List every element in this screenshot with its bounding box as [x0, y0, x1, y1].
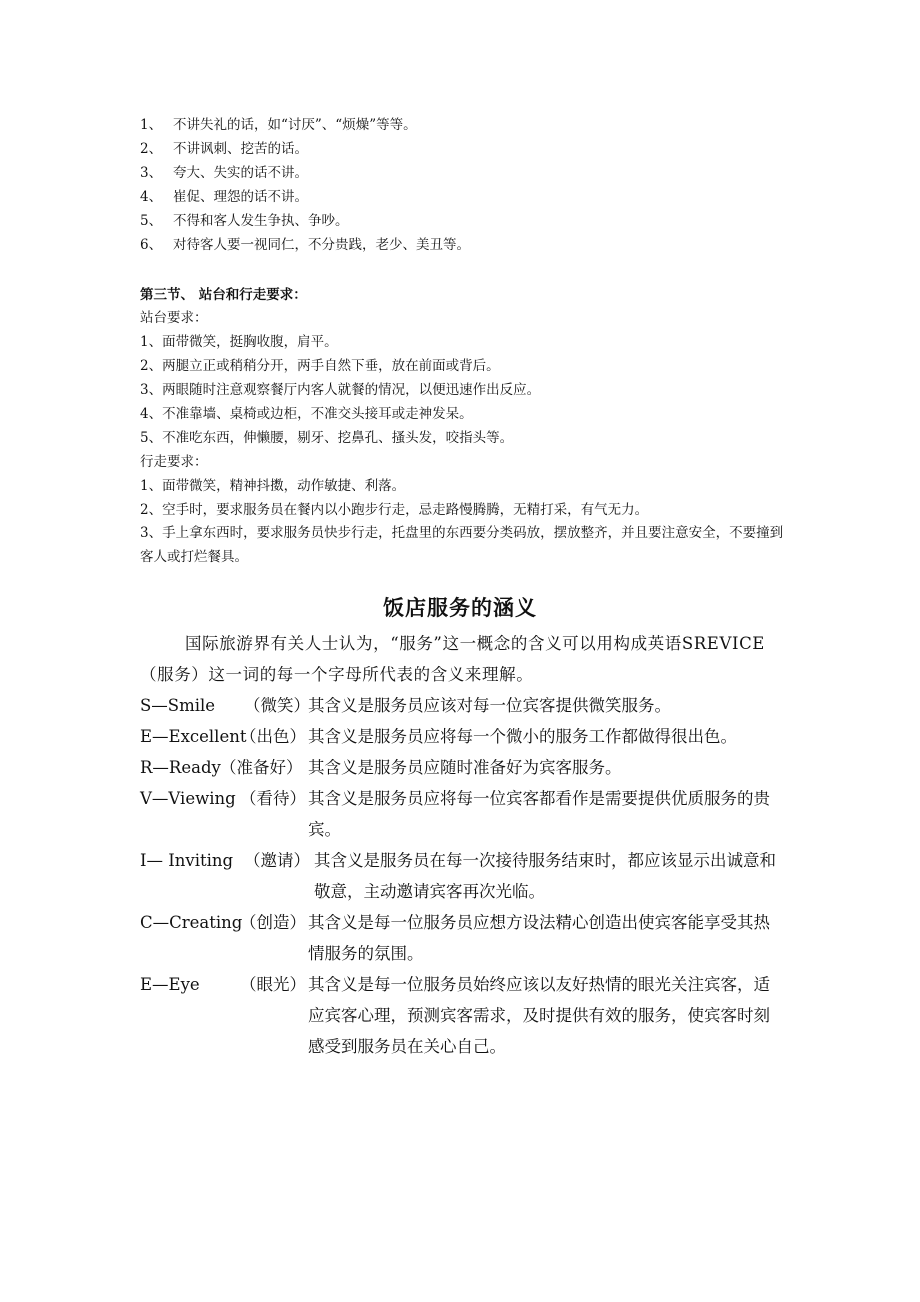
term-chinese: （看待） [240, 789, 306, 808]
term-chinese: （准备好） [220, 758, 303, 777]
list-item [140, 137, 790, 161]
list-number: 2、 [140, 141, 163, 157]
list-number: 5、 [140, 213, 163, 229]
walk-item: 1、面带微笑，精神抖擞，动作敏捷、利落。 [140, 478, 406, 494]
subsection-heading-stand: 站台要求： [140, 310, 208, 326]
term-chinese: （微笑） [244, 696, 310, 715]
stand-item: 4、不准靠墙、桌椅或边柜，不准交头接耳或走神发呆。 [140, 406, 473, 422]
walk-item: 3、手上拿东西时，要求服务员快步行走，托盘里的东西要分类码放，摆放整齐，并且要注意安全，不要撞到客人或打烂餐具。 [140, 525, 784, 565]
list-text: 崔促、理怨的话不讲。 [173, 189, 308, 205]
walk-item: 2、空手时，要求服务员在餐内以小跑步行走，忌走路慢腾腾，无精打采，有气无力。 [140, 502, 649, 518]
list-number: 4、 [140, 189, 163, 205]
term-key: R—Ready [140, 758, 221, 777]
term-key: V—Viewing [140, 789, 236, 808]
term-description: 其含义是服务员应该对每一位宾客提供微笑服务。 [308, 696, 671, 715]
list-text: 不得和客人发生争执、争吵。 [173, 213, 349, 229]
stand-item: 2、两腿立正或稍稍分开，两手自然下垂，放在前面或背后。 [140, 358, 500, 374]
list-text: 不讲失礼的话，如“讨厌”、“烦燥”等等。 [173, 117, 417, 133]
term-description: 其含义是服务员在每一次接待服务结束时，都应该显示出诚意和敬意，主动邀请宾客再次光临。 [314, 851, 776, 901]
term-key: S—Smile [140, 696, 216, 715]
term-key: E—Excellent [140, 727, 247, 746]
term-key: I— Inviting [140, 851, 234, 870]
section-heading: 第三节、 站台和行走要求： [140, 287, 307, 303]
list-text: 夸大、失实的话不讲。 [173, 165, 308, 181]
intro-paragraph: 国际旅游界有关人士认为，“服务”这一概念的含义可以用构成英语SREVICE（服务）这一词的每一个字母所代表的含义来理解。 [140, 634, 765, 684]
term-description: 其含义是服务员应随时准备好为宾客服务。 [308, 758, 622, 777]
page-title: 饭店服务的涵义 [383, 595, 537, 620]
term-description: 其含义是每一位服务员始终应该以友好热情的眼光关注宾客，适应宾客心理，预测宾客需求，及时提供有效的服务，使宾客时刻感受到服务员在关心自己。 [308, 975, 770, 1056]
term-chinese: （出色） [240, 727, 306, 746]
list-item [140, 185, 790, 209]
term-chinese: （眼光） [240, 975, 306, 994]
term-chinese: （创造） [240, 913, 306, 932]
list-number: 1、 [140, 117, 163, 133]
list-text: 对待客人要一视同仁，不分贵践，老少、美丑等。 [173, 237, 470, 253]
term-key: C—Creating [140, 913, 243, 932]
list-item [140, 233, 790, 257]
list-item [140, 113, 790, 137]
term-key: E—Eye [140, 975, 200, 994]
list-number: 3、 [140, 165, 163, 181]
term-description: 其含义是服务员应将每一个微小的服务工作都做得很出色。 [308, 727, 737, 746]
subsection-heading-walk: 行走要求： [140, 454, 208, 470]
stand-item: 5、不准吃东西，伸懒腰，剔牙、挖鼻孔、搔头发，咬指头等。 [140, 430, 514, 446]
list-item [140, 209, 790, 233]
stand-item: 3、两眼随时注意观察餐厅内客人就餐的情况，以便迅速作出反应。 [140, 382, 541, 398]
term-chinese: （邀请） [244, 851, 310, 870]
stand-item: 1、面带微笑，挺胸收腹，肩平。 [140, 334, 338, 350]
term-description: 其含义是每一位服务员应想方设法精心创造出使宾客能享受其热情服务的氛围。 [308, 913, 770, 963]
list-item [140, 161, 790, 185]
list-text: 不讲讽刺、挖苦的话。 [173, 141, 308, 157]
list-number: 6、 [140, 237, 163, 253]
term-description: 其含义是服务员应将每一位宾客都看作是需要提供优质服务的贵宾。 [308, 789, 770, 839]
